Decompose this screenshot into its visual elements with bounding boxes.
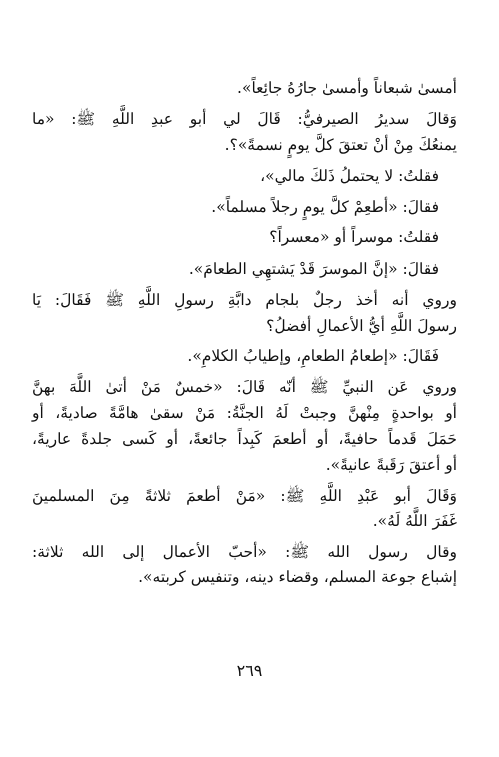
text-line-13: حَمَلَ قَدماً حافيةً، أو أطعمَ كَبِداً جائعةً، أو كَسى جلدةً عاريةً،: [32, 430, 457, 448]
text-line-10: فَقَالَ: «إطعامُ الطعامِ، وإطيابُ الكلامِ».: [187, 347, 439, 365]
text-line-17: وقال رسول الله ﷺ: «أحبّ الأعمال إلى الله ثلاثة:: [32, 543, 457, 561]
text-line-12: أو بواحدةٍ مِنْهنَّ وجبتْ لَهُ الجنَّةُ: مَنْ سقىٰ هامَّةً صاديةً، أو: [32, 404, 457, 422]
text-line-2: وَقالَ سديرُ الصيرفيُّ: قَالَ لي أبو عبدِ اللَّهِ ﷺ: «ما: [32, 110, 457, 128]
text-line-18: إشباع جوعة المسلم، وقضاء دينه، وتنفيس كربته».: [138, 568, 457, 586]
text-line-6: فقلتُ: موسراً أو «معسراً؟: [269, 228, 439, 246]
text-line-9: رسولَ اللَّهِ أيُّ الأعمالِ أفضلُ؟: [266, 317, 457, 335]
page-number: ٢٦٩: [236, 661, 263, 680]
text-line-5: فقالَ: «أطعِمْ كلَّ يومٍ رجلاً مسلماً».: [211, 198, 439, 216]
text-line-15: وَقَالَ أبو عَبْدِ اللَّهِ ﷺ: «مَنْ أطعمَ ثلاثةً مِنَ المسلمينَ: [32, 487, 457, 505]
text-line-7: فقالَ: «إنَّ الموسرَ قَدْ يَشتهِي الطعامَ».: [188, 260, 439, 278]
text-line-11: وروي عَن النبيِّ ﷺ أنّه قَالَ: «خمسٌ مَنْ أتىٰ اللَّهَ بهنَّ: [32, 378, 457, 396]
text-line-8: وروي أنه أخذ رجلٌ بلجام دابَّةِ رسولِ اللَّهِ ﷺ فَقَالَ: يَا: [32, 291, 457, 309]
text-line-3: يمنعُكَ مِنْ أنْ تعتقَ كلَّ يومٍ نسمةً»؟.: [224, 136, 457, 154]
text-line-1: أمسىٰ شبعاناً وأمسىٰ جارُهُ جائِعاً».: [237, 79, 457, 97]
text-line-4: فقلتُ: لا يحتملُ ذَلكَ مالي»،: [260, 167, 439, 185]
text-line-16: غَفَرَ اللَّهُ لَهُ».: [372, 512, 457, 530]
text-line-14: أو أعتقَ رَقَبةً عانيةً».: [325, 456, 457, 474]
